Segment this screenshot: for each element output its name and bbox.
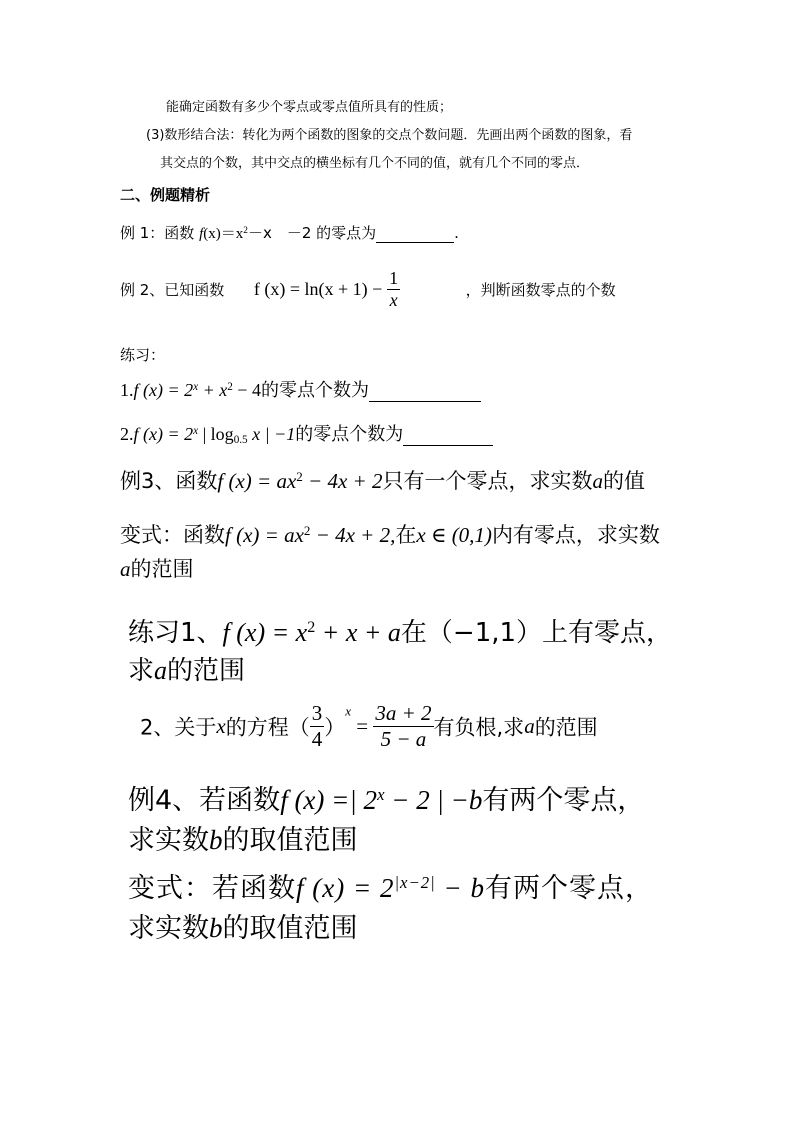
practice-2 bbox=[120, 420, 493, 446]
pr2-sup: x bbox=[345, 703, 351, 719]
var2-func: f (x) = 2 bbox=[296, 873, 395, 903]
var1-rest: − 4x + 2, bbox=[310, 523, 396, 547]
pr1-tail: 在（−1,1）上有零点， bbox=[400, 618, 673, 648]
pr2-rhs-den: 5 − a bbox=[380, 727, 427, 751]
ex2-numerator: 1 bbox=[389, 268, 399, 288]
var1-mid: 在 bbox=[395, 523, 417, 547]
p1-sup-x: x bbox=[193, 380, 199, 393]
ex2-fraction bbox=[387, 268, 400, 311]
p1-blank bbox=[369, 380, 481, 402]
ex2-lhs: f (x) = ln(x + 1) − bbox=[253, 279, 383, 299]
ex4-b: b bbox=[209, 825, 223, 855]
pr2-base-num: 3 bbox=[311, 701, 323, 725]
var2-rest: − b bbox=[435, 873, 485, 903]
ex3-end: 的值 bbox=[602, 469, 645, 493]
pr2-a: a bbox=[524, 714, 535, 738]
pr2-mid: 的方程（ bbox=[225, 715, 310, 740]
p1-num: 1. bbox=[120, 380, 134, 400]
ex1-rest: －x －2 的零点为 bbox=[247, 224, 377, 242]
pr1-range: 的范围 bbox=[167, 656, 246, 686]
intro-line-2: (3)数形结合法：转化为两个函数的图象的交点个数问题．先画出两个函数的图象，看 bbox=[146, 128, 633, 143]
var2-ask: 求实数 bbox=[128, 913, 209, 944]
p2-sup-x: x bbox=[193, 424, 199, 437]
intro-line-1: 能确定函数有多少个零点或零点值所具有的性质； bbox=[166, 100, 453, 115]
variant-2-line-2 bbox=[128, 906, 358, 945]
ex4-range: 的取值范围 bbox=[222, 825, 358, 856]
practice-large-1-line-2 bbox=[128, 650, 245, 687]
var1-label: 变式：函数 bbox=[120, 523, 225, 547]
p2-text: 的零点个数为 bbox=[295, 424, 404, 445]
ex2-denominator: x bbox=[389, 290, 398, 310]
pr1-rest: + x + a bbox=[315, 618, 401, 647]
example-3 bbox=[120, 465, 645, 495]
var2-b: b bbox=[209, 913, 223, 943]
ex4-tail: 有两个零点， bbox=[482, 785, 645, 816]
var2-range: 的取值范围 bbox=[222, 913, 358, 944]
example-4 bbox=[128, 778, 644, 817]
p1-minus: − 4 bbox=[232, 380, 261, 400]
p2-rest: x | −1 bbox=[247, 424, 296, 444]
var1-func: f (x) = ax bbox=[225, 523, 304, 547]
pr2-close: ） bbox=[324, 715, 346, 740]
ex3-tail: 只有一个零点，求实数 bbox=[382, 469, 593, 493]
ex1-x: (x) bbox=[203, 226, 221, 242]
ex3-rest: − 4x + 2 bbox=[302, 469, 383, 493]
example-1 bbox=[120, 222, 459, 243]
pr2-tail: 有负根,求 bbox=[433, 715, 525, 740]
var1-cond: x ∈ (0,1) bbox=[416, 523, 492, 547]
var2-label: 变式：若函数 bbox=[128, 873, 296, 904]
ex3-func: f (x) = ax bbox=[217, 469, 297, 493]
ex1-pow: 2 bbox=[243, 225, 248, 236]
var1-tail: 内有零点，求实数 bbox=[491, 523, 660, 547]
example-4-line-2 bbox=[128, 818, 358, 857]
ex1-label: 例 1：函数 bbox=[120, 224, 200, 242]
ex4-func: f (x) =| 2 bbox=[280, 785, 378, 815]
example-2 bbox=[120, 268, 616, 311]
variant-1-line-2 bbox=[120, 553, 194, 583]
p2-sub: 0.5 bbox=[233, 433, 248, 446]
p2-func: f (x) = 2 bbox=[133, 424, 194, 444]
pr2-label: 2、关于 bbox=[140, 715, 217, 740]
p1-plus-x: + x bbox=[198, 380, 228, 400]
ex1-end: . bbox=[454, 224, 459, 242]
ex4-label: 例4、若函数 bbox=[128, 785, 281, 816]
ex1-blank bbox=[376, 224, 454, 243]
var1-pow: 2 bbox=[303, 522, 311, 538]
pr2-frac-base bbox=[310, 701, 325, 752]
section-title: 二、例题精析 bbox=[120, 186, 211, 204]
ex3-pow: 2 bbox=[296, 468, 303, 484]
pr1-label: 练习1、 bbox=[128, 618, 223, 648]
ex4-ask: 求实数 bbox=[128, 825, 209, 856]
pr2-base-den: 4 bbox=[311, 727, 323, 751]
var1-range: 的范围 bbox=[130, 557, 194, 581]
pr2-eq: = bbox=[350, 714, 374, 738]
ex4-rest: − 2 | −b bbox=[384, 785, 483, 815]
pr2-frac-rhs bbox=[373, 701, 433, 752]
p1-sup-2: 2 bbox=[227, 380, 233, 393]
practice-1 bbox=[120, 376, 481, 402]
variant-2 bbox=[128, 866, 653, 905]
practice-title: 练习： bbox=[120, 346, 166, 364]
p1-text: 的零点个数为 bbox=[260, 380, 369, 401]
pr1-ask: 求 bbox=[128, 656, 155, 686]
ex1-f: f bbox=[199, 226, 204, 242]
pr2-rhs-num: 3a + 2 bbox=[375, 701, 432, 725]
ex2-label: 例 2、已知函数 bbox=[120, 281, 225, 299]
variant-1 bbox=[120, 519, 660, 549]
pr1-a: a bbox=[154, 656, 168, 685]
practice-large-2 bbox=[140, 701, 598, 752]
pr1-pow: 2 bbox=[307, 619, 316, 637]
var2-sup: |x−2| bbox=[394, 872, 436, 892]
ex3-a: a bbox=[592, 469, 603, 493]
p2-log: | log bbox=[198, 424, 234, 444]
ex4-sup: x bbox=[377, 784, 385, 804]
practice-large-1 bbox=[128, 612, 672, 649]
pr2-x: x bbox=[216, 714, 226, 738]
ex2-tail: ，判断函数零点的个数 bbox=[465, 281, 616, 299]
var1-a: a bbox=[120, 557, 131, 581]
ex1-eq: ＝x bbox=[220, 226, 244, 242]
var2-tail: 有两个零点， bbox=[484, 873, 653, 904]
pr1-func: f (x) = x bbox=[222, 618, 308, 647]
p2-num: 2. bbox=[120, 424, 134, 444]
p2-blank bbox=[403, 424, 493, 446]
intro-line-3: 其交点的个数，其中交点的横坐标有几个不同的值，就有几个不同的零点． bbox=[160, 156, 590, 171]
p1-func: f (x) = 2 bbox=[133, 380, 194, 400]
ex3-label: 例3、函数 bbox=[120, 469, 218, 493]
pr2-end: 的范围 bbox=[534, 715, 598, 740]
